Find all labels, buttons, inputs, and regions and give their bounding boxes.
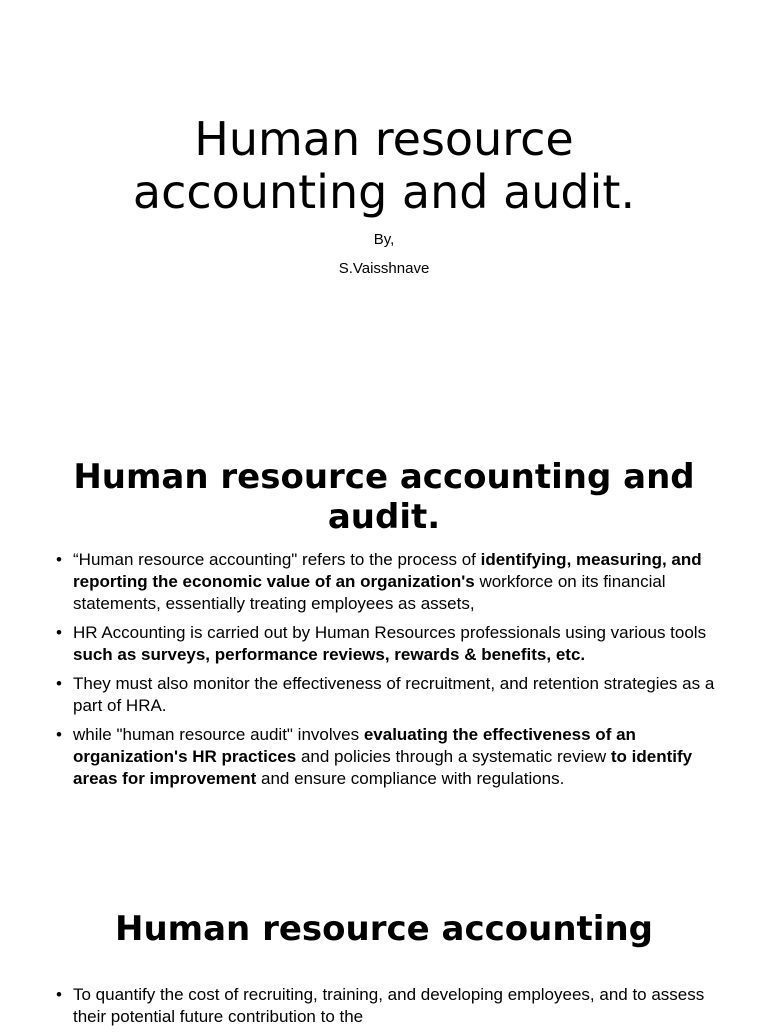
bullet-text: HR Accounting is carried out by Human Resources professionals using various tools xyxy=(73,623,707,642)
bullet-list xyxy=(56,549,716,797)
title-line-2: accounting and audit. xyxy=(132,165,636,219)
bullet-text: They must also monitor the effectiveness of recruitment, and retention strategies as a part of HRA. xyxy=(73,674,715,715)
by-label: By, xyxy=(373,231,395,248)
slide-heading xyxy=(0,457,768,537)
bullet-item xyxy=(56,549,716,615)
title-slide xyxy=(0,0,768,432)
bullet-item xyxy=(56,724,716,790)
bullet-item xyxy=(56,984,716,1028)
bullet-text: and policies through a systematic review xyxy=(296,747,611,766)
bullet-text: workforce on its financial statements, essentially treating employees as assets, xyxy=(73,572,666,613)
title-line-1: Human resource xyxy=(194,112,574,166)
bullet-dot: • xyxy=(56,985,62,1004)
bullet-dot: • xyxy=(56,674,62,693)
overview-slide xyxy=(0,432,768,864)
bullet-dot: • xyxy=(56,725,62,744)
heading-line-2: audit. xyxy=(327,497,441,537)
bullet-list xyxy=(56,984,716,1035)
bullet-text: To quantify the cost of recruiting, training, and developing employees, and to assess their potential future contribution to the xyxy=(73,985,705,1026)
bullet-bold-text: to identify areas for improvement xyxy=(73,747,693,788)
slide-heading: Human resource accounting xyxy=(115,909,653,949)
bullet-dot: • xyxy=(56,623,62,642)
author-name: S.Vaisshnave xyxy=(338,260,430,277)
heading-line-1: Human resource accounting and xyxy=(73,457,695,497)
bullet-text: and ensure compliance with regulations. xyxy=(256,769,565,788)
bullet-dot: • xyxy=(56,550,62,569)
presentation-title xyxy=(0,113,768,219)
bullet-item xyxy=(56,622,716,666)
bullet-text: “Human resource accounting" refers to the process of xyxy=(73,550,481,569)
bullet-text: while "human resource audit" involves xyxy=(73,725,364,744)
bullet-item xyxy=(56,673,716,717)
bullet-bold-text: identifying, measuring, and reporting the economic value of an organization's xyxy=(73,550,702,591)
bullet-bold-text: evaluating the effectiveness of an organization's HR practices xyxy=(73,725,636,766)
hra-slide xyxy=(0,864,768,1024)
bullet-bold-text: such as surveys, performance reviews, rewards & benefits, etc. xyxy=(73,645,586,664)
